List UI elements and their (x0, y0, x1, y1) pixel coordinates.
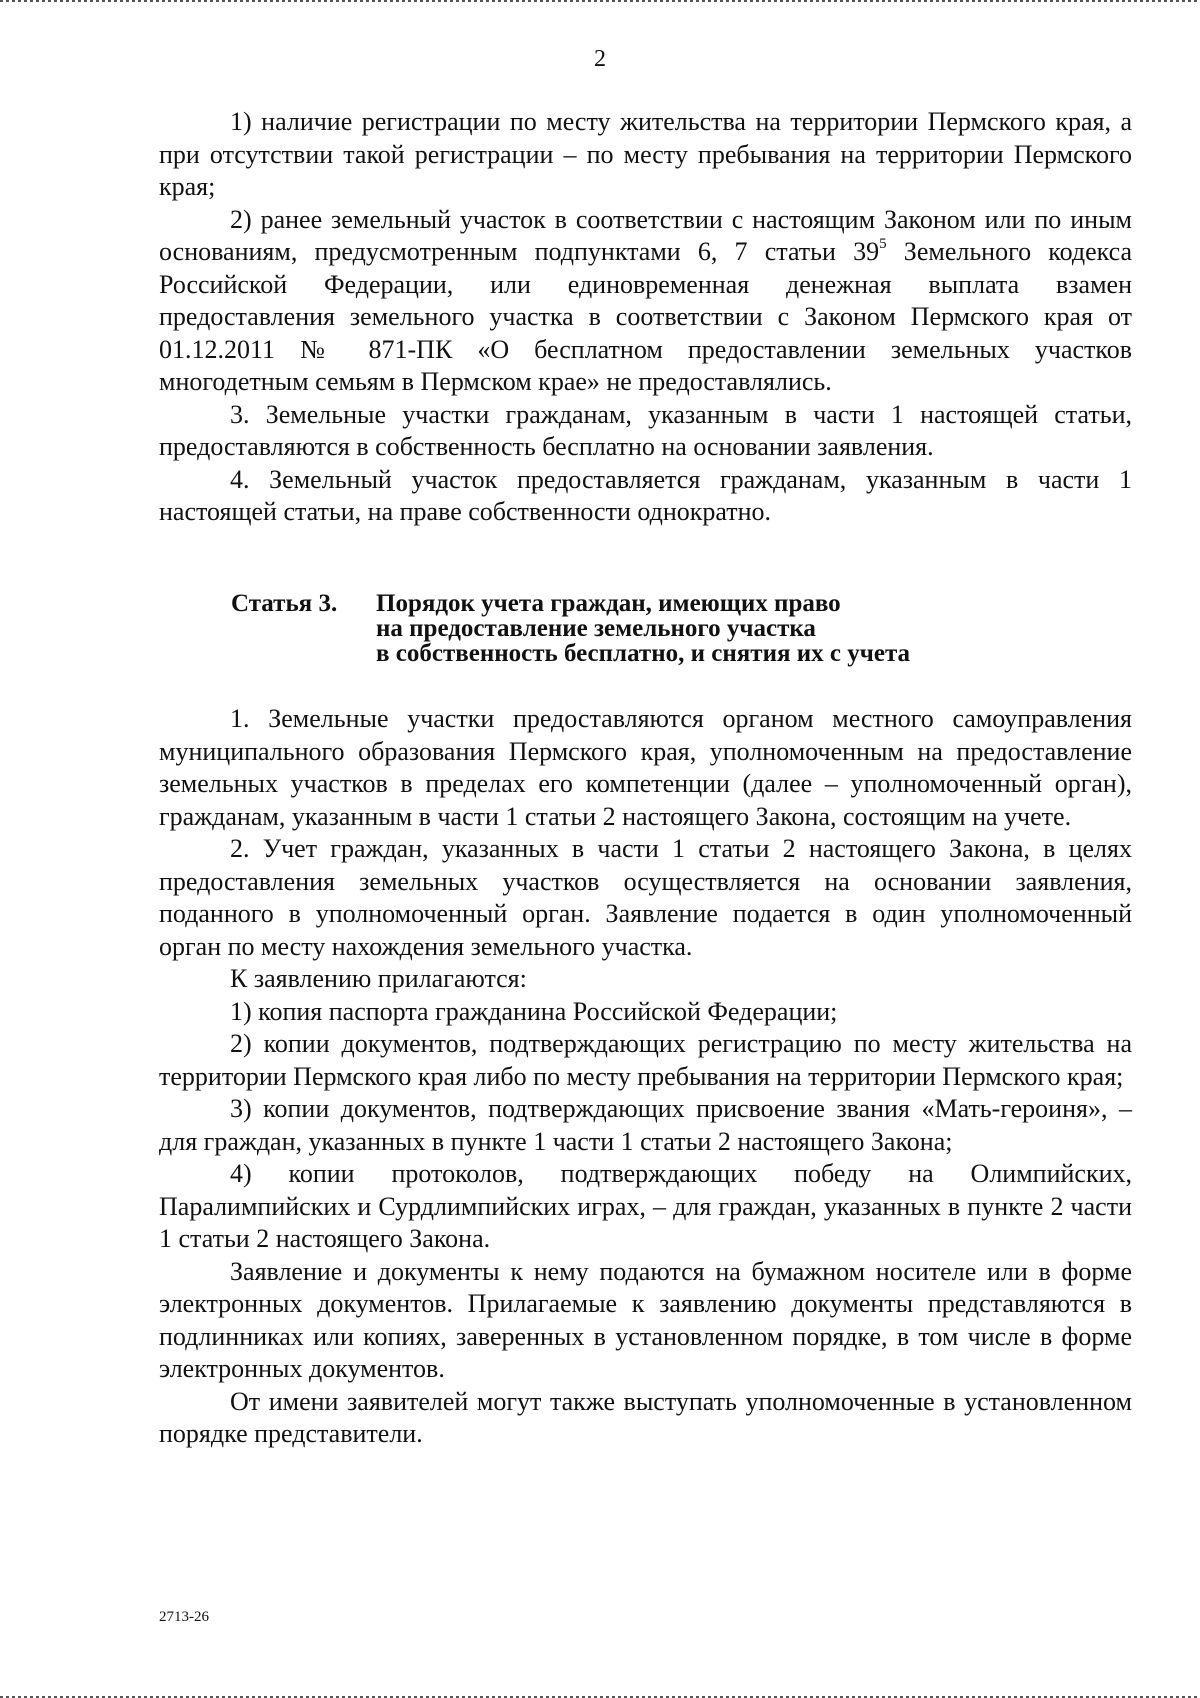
article-title-line-1: Порядок учета граждан, имеющих право (376, 590, 841, 617)
paragraph-item-2-text-a: 2) ранее земельный участок в соответствии с настоящим Законом или по иным основаниям, предусмотренным подпунктами 6, 7 статьи 39 (159, 204, 1132, 266)
document-code: 2713-26 (159, 1609, 209, 1625)
article-superscript: 5 (879, 236, 887, 253)
article-label: Статья 3. (231, 590, 338, 617)
attachment-item-4: 4) копии протоколов, подтверждающих победу на Олимпийских, Паралимпийских и Сурдлимпийских играх, – для граждан, указанных в пункте 2 части 1 статьи 2 настоящего Закона. (159, 1159, 1132, 1253)
paragraph-part-3: 3. Земельные участки гражданам, указанным в части 1 настоящей статьи, предоставляются в собственность бесплатно на основании заявления. (159, 399, 1132, 461)
attachment-item-1: 1) копия паспорта гражданина Российской Федерации; (230, 996, 838, 1026)
scan-top-edge (0, 0, 1200, 2)
paragraph-representatives: От имени заявителей могут также выступать уполномоченные в установленном порядке представители. (159, 1386, 1132, 1448)
attachment-item-3: 3) копии документов, подтверждающих присвоение звания «Мать-героиня», – для граждан, указанных в пункте 1 части 1 статьи 2 настоящего Закона; (159, 1094, 1132, 1156)
article-heading (231, 591, 1131, 666)
article-title-line-3: в собственность бесплатно, и снятия их с учета (376, 640, 911, 667)
paragraph-submission: Заявление и документы к нему подаются на бумажном носителе или в форме электронных документов. Прилагаемые к заявлению документы представляются в подлинниках или копиях, заверенных в установленном порядке, в том числе в форме электронных документов. (159, 1256, 1132, 1383)
attachment-item-2: 2) копии документов, подтверждающих регистрацию по месту жительства на территории Пермского края либо по месту пребывания на территории Пермского края; (159, 1029, 1132, 1091)
text-block-bottom (159, 703, 1132, 1451)
paragraph-part-1: 1. Земельные участки предоставляются органом местного самоуправления муниципального образования Пермского края, уполномоченным на предоставление земельных участков в пределах его компетенции (далее – уполномоченный орган), гражданам, указанным в части 1 статьи 2 настоящего Закона, состоящим на учете. (159, 704, 1132, 831)
text-block-top (159, 106, 1132, 529)
paragraph-item-2-text-b: Земельного кодекса Российской Федерации, или единовременная денежная выплата взамен предоставления земельного участка в соответствии с Законом Пермского края от 01.12.2011 № 871-ПК «О бесплатном предоставлении земельных участков многодетным семьям в Пермском крае» не предоставлялись. (159, 237, 1132, 396)
paragraph-part-2: 2. Учет граждан, указанных в части 1 статьи 2 настоящего Закона, в целях предоставления земельных участков осуществляется на основании заявления, поданного в уполномоченный орган. Заявление подается в один уполномоченный орган по месту нахождения земельного участка. (159, 834, 1132, 961)
page-number: 2 (594, 46, 606, 72)
article-title (376, 591, 1131, 666)
article-title-line-2: на предоставление земельного участка (376, 615, 816, 642)
paragraph-attachments-intro: К заявлению прилагаются: (230, 964, 527, 993)
paragraph-item-2 (159, 204, 1132, 399)
paragraph-part-4: 4. Земельный участок предоставляется гражданам, указанным в части 1 настоящей статьи, на праве собственности однократно. (159, 464, 1132, 526)
paragraph-item-1: 1) наличие регистрации по месту жительства на территории Пермского края, а при отсутствии такой регистрации – по месту пребывания на территории Пермского края; (159, 107, 1132, 201)
